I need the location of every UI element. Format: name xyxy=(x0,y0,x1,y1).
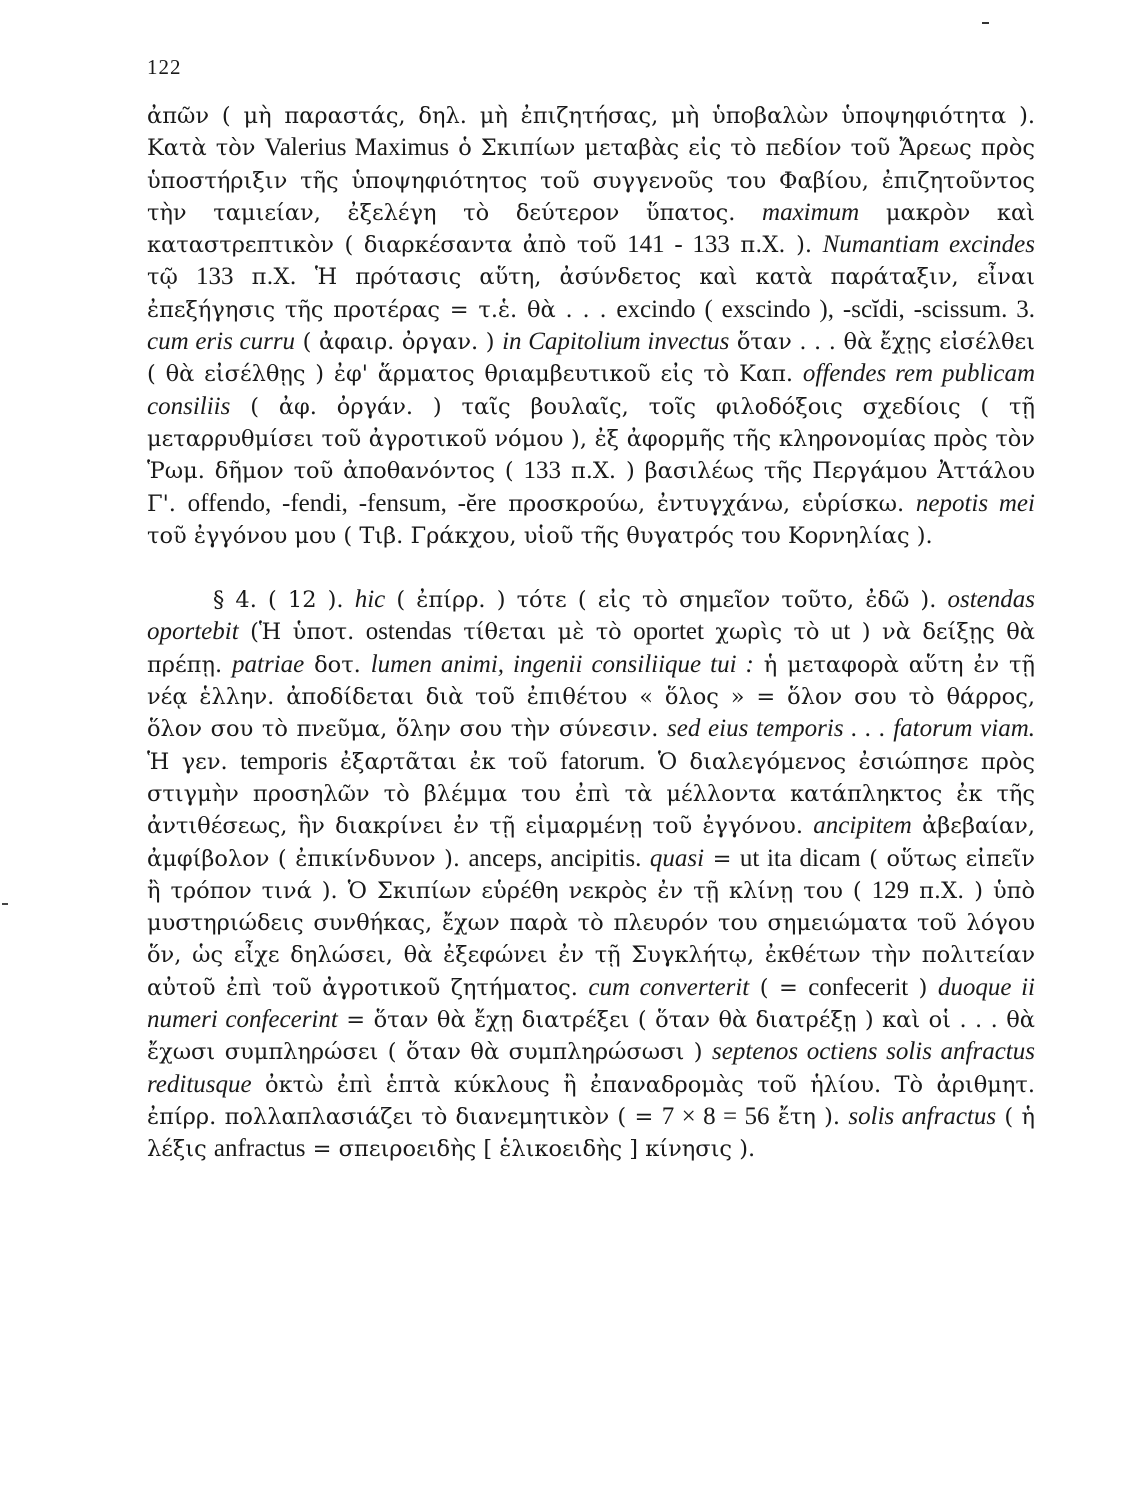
greek-text: = σπειροειδὴς [ ἑλικοειδὴς ] κίνησις ). xyxy=(305,1136,756,1163)
latin-lemma: ostendas oportebit xyxy=(147,586,1035,646)
latin-text: 141 - 133 xyxy=(627,231,730,259)
latin-lemma: Numantiam excindes xyxy=(822,231,1035,259)
latin-text: anceps, ancipitis. xyxy=(468,844,642,872)
greek-text: τίθεται μὲ τὸ xyxy=(451,619,634,646)
greek-text: π.Χ. Ἡ πρότασις αὕτη, ἀσύνδετος καὶ κατὰ παράταξιν, εἶναι ἐπεξήγησις τῆς προτέρας = τ.ἑ. θὰ . . . xyxy=(147,264,1035,323)
greek-text: ) νὰ δείξῃς θὰ πρέπῃ. xyxy=(147,619,1035,678)
latin-lemma: lumen animi, ingenii consiliique tui : xyxy=(370,650,754,678)
latin-text: temporis xyxy=(240,747,328,775)
latin-text: fatorum. xyxy=(560,747,646,775)
greek-text: προσκρούω, ἐντυγχάνω, εὑρίσκω. xyxy=(496,490,916,517)
commentary-text xyxy=(147,100,1035,1166)
greek-text: ἀπῶν ( μὴ παραστάς, δηλ. μὴ ἐπιζητήσας, μὴ ὑποβαλὼν ὑποψηφιότητα ). Κατὰ τὸν xyxy=(147,103,1035,162)
latin-text: 133 xyxy=(195,263,234,291)
greek-text: ὁ Σκιπίων μεταβὰς εἰς τὸ πεδίον τοῦ Ἄρεως πρὸς ὑποστήριξιν τῆς ὑποψηφιότητος τοῦ συγγενοῦς του Φαβίου, ἐπιζητοῦντος τὴν ταμιείαν, ἐξελέγη τὸ δεύτερον ὕπατος. xyxy=(147,135,1036,226)
latin-lemma: septenos octiens solis anfractus reditusque xyxy=(147,1038,1035,1098)
latin-text: confecerit xyxy=(808,973,909,1001)
greek-text: (Ἡ ὑποτ. xyxy=(238,619,366,646)
greek-text: τῷ xyxy=(147,264,196,291)
greek-text: ( οὕτως εἰπεῖν ἢ τρόπον τινά ). Ὁ Σκιπίων εὑρέθη νεκρὸς ἐν τῇ κλίνῃ του ( xyxy=(147,845,1035,904)
greek-text: τοῦ ἐγγόνου μου ( Τιβ. Γράκχου, υἱοῦ τῆς θυγατρός του Κορνηλίας ). xyxy=(147,522,933,549)
greek-text: ἐξαρτᾶται ἐκ τοῦ xyxy=(327,748,561,775)
latin-text: ut xyxy=(830,618,851,646)
corner-mark xyxy=(982,22,989,24)
greek-text: ἀβεβαίαν, ἀμφίβολον ( ἐπικίνδυνον ). xyxy=(147,813,1036,872)
latin-lemma: quasi xyxy=(649,844,705,872)
latin-lemma: nepotis mei xyxy=(915,489,1035,517)
latin-lemma: cum converterit xyxy=(588,973,750,1001)
latin-lemma: hic xyxy=(354,586,386,614)
latin-text: Valerius Maximus xyxy=(264,134,450,162)
greek-text: = ὅταν θὰ ἔχῃ διατρέξει ( ὅταν θὰ διατρέξῃ ) καὶ οἱ . . . θὰ ἔχωσι συμπληρώσει ( ὅταν θὰ συμπληρώσωσι ) xyxy=(147,1007,1035,1066)
greek-text: π.Χ. ) ὑπὸ μυστηριώδεις συνθήκας, ἔχων παρὰ τὸ πλευρόν του σημειώματα τοῦ λόγου ὅν, ὡς εἶχε δηλώσει, θὰ ἐξεφώνει ἐν τῇ Συγκλήτῳ, ἐκθέτων τὴν πολιτείαν αὐτοῦ ἐπὶ τοῦ ἀγροτικοῦ ζητήματος. xyxy=(147,877,1035,1001)
greek-text: ὀκτὼ ἐπὶ ἑπτὰ κύκλους ἢ ἐπαναδρομὰς τοῦ ἡλίου. Τὸ ἀριθμητ. ἐπίρρ. πολλαπλασιάζει τὸ διανεμητικὸν ( = xyxy=(147,1071,1035,1130)
greek-text: Ἡ γεν. xyxy=(147,748,241,775)
greek-text: ( = xyxy=(749,974,809,1001)
latin-lemma: ancipitem xyxy=(813,812,912,840)
greek-text: = xyxy=(704,845,740,872)
greek-text: ( ἀφαιρ. ὀργαν. ) xyxy=(295,329,503,356)
latin-text: offendo, -fendi, -fensum, -ĕre xyxy=(187,489,497,517)
greek-text: μακρὸν καὶ καταστρεπτικὸν ( διαρκέσαντα ἀπὸ τοῦ xyxy=(147,199,1035,259)
greek-text: ( ἀφ. ὀργάν. ) ταῖς βουλαῖς, τοῖς φιλοδόξοις σχεδίοις ( τῇ μεταρρυθμίσει τοῦ ἀγροτικοῦ νόμου ), ἐξ ἀφορμῆς τῆς κληρονομίας πρὸς τὸν Ῥωμ. δῆμον τοῦ ἀποθανόντος ( xyxy=(147,393,1035,485)
greek-text: χωρὶς τὸ xyxy=(703,619,831,646)
greek-text: ὅταν . . . θὰ ἔχῃς εἰσέλθει ( θὰ εἰσέλθῃς ) ἐφ' ἅρματος θριαμβευτικοῦ εἰς τὸ Καπ. xyxy=(147,329,1035,388)
page-number: 122 xyxy=(147,55,182,79)
greek-text: π.Χ. ). xyxy=(729,232,823,259)
margin-mark xyxy=(2,903,8,905)
latin-text: 133 xyxy=(523,457,562,485)
paragraph-continuation xyxy=(147,100,1035,552)
greek-text: ) xyxy=(908,974,938,1001)
latin-lemma: in Capitolium invectus xyxy=(502,328,730,356)
greek-text: ( ἐπίρρ. ) τότε ( εἰς τὸ σημεῖον τοῦτο, ἐδῶ ). xyxy=(385,587,948,614)
latin-text: oportet xyxy=(633,618,704,646)
latin-text: ostendas xyxy=(365,618,452,646)
greek-text: ἡ μεταφορὰ αὕτη ἐν τῇ νέᾳ ἑλλην. ἀποδίδεται διὰ τοῦ ἐπιθέτου « ὅλος » = ὅλον σου τὸ θάρρος, ὅλον σου τὸ πνεῦμα, ὅλην σου τὴν σύνεσιν. xyxy=(147,651,1035,743)
latin-lemma: sed eius temporis . . . fatorum viam. xyxy=(667,715,1035,743)
greek-text: ἔτη ). xyxy=(769,1103,849,1130)
greek-text: π.Χ. ) βασιλέως τῆς Περγάμου Ἀττάλου Γ'. xyxy=(147,458,1035,517)
latin-text: ut ita dicam xyxy=(739,844,861,872)
latin-text: 129 xyxy=(871,876,910,904)
greek-text xyxy=(641,846,650,872)
latin-lemma: maximum xyxy=(762,198,860,226)
latin-text: excindo ( exscindo ), -scĭdi, -scissum. 3. xyxy=(616,295,1035,323)
latin-text: anfractus xyxy=(213,1135,306,1163)
greek-text: δοτ. xyxy=(304,651,371,678)
latin-lemma: duoque ii numeri confecerint xyxy=(147,973,1035,1034)
latin-lemma: patriae xyxy=(232,650,305,678)
paragraph-section-4 xyxy=(147,584,1035,1165)
latin-lemma: offendes rem publicam consiliis xyxy=(147,360,1035,420)
latin-lemma: cum eris curru xyxy=(147,328,296,356)
greek-text: § 4. ( 12 ). xyxy=(213,587,355,614)
greek-text: Ὁ διαλεγόμενος ἐσιώπησε πρὸς στιγμὴν προσηλῶν τὸ βλέμμα του ἐπὶ τὰ μέλλοντα κατάπληκτος ἐκ τῆς ἀντιθέσεως, ἣν διακρίνει ἐν τῇ εἱμαρμένῃ τοῦ ἐγγόνου. xyxy=(147,748,1035,840)
latin-lemma: solis anfractus xyxy=(848,1102,997,1130)
greek-text: ( ἡ λέξις xyxy=(147,1103,1036,1163)
latin-text: 7 × 8 = 56 xyxy=(661,1102,770,1130)
